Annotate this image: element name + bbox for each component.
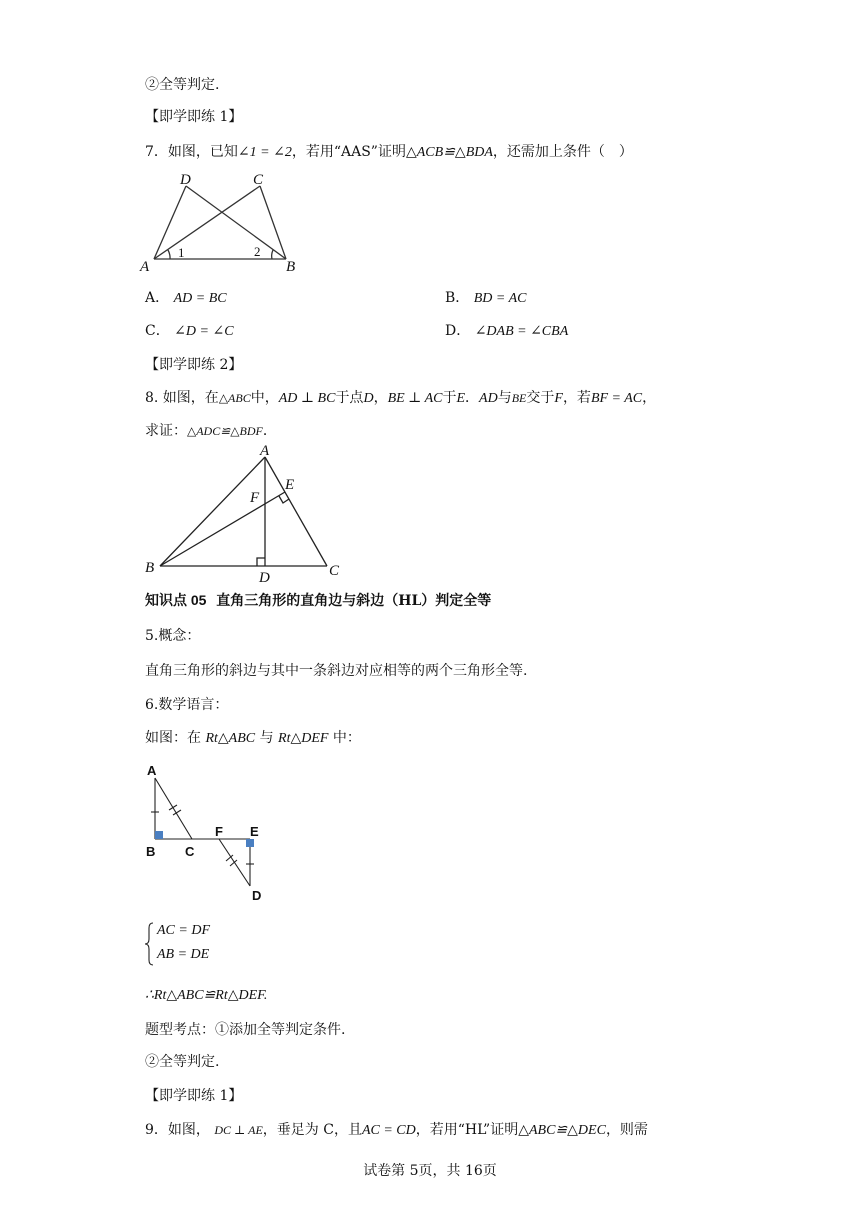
q8-text: 于: [442, 390, 457, 406]
option-text: AD = BC: [173, 291, 227, 306]
ex-text: 中：: [332, 730, 361, 746]
label-B: B: [146, 844, 156, 859]
section-tag: 【即学即练 1】: [145, 1088, 243, 1104]
label-D: D: [259, 570, 270, 586]
label-B: B: [286, 259, 296, 275]
equation-1: AC = DF: [157, 923, 210, 938]
label-E: E: [285, 477, 295, 493]
q8-math: E: [456, 391, 466, 406]
q9-math: DC ⊥ AE: [214, 1123, 263, 1137]
label-E: E: [250, 824, 259, 839]
option-letter: C．: [145, 323, 170, 339]
q9-math: △ABC≌△DEC: [518, 1123, 606, 1138]
label-B: B: [145, 560, 155, 576]
ex-math: Rt△ABC: [205, 731, 256, 746]
equation-2: AB = DE: [157, 947, 210, 962]
option-letter: D．: [445, 323, 471, 339]
q8-math: BF = AC: [590, 391, 643, 406]
q9-text: 9．如图，: [145, 1122, 210, 1138]
text-line: ②全等判定.: [145, 1054, 220, 1070]
q8-math: AD: [479, 391, 498, 406]
q8-math: BE: [511, 391, 527, 405]
figure-q8: [140, 445, 360, 585]
question-9: [145, 1120, 648, 1141]
label-A: A: [140, 259, 150, 275]
q8-math: BE ⊥ AC: [387, 391, 443, 406]
angle-1-label: 1: [178, 245, 185, 260]
q8-text: 交于: [526, 390, 555, 406]
ex-math: Rt△DEF: [278, 731, 329, 746]
q7-math: ∠1 = ∠2: [237, 145, 292, 160]
knowledge-point-title: [145, 590, 491, 611]
q8-text: 中，: [250, 390, 279, 406]
subheading-concept: 5.概念：: [145, 628, 201, 644]
brace-icon: [145, 922, 155, 966]
figure-q7: [140, 170, 310, 280]
q8-text: 8. 如图，在: [145, 390, 219, 406]
q8-prove: [145, 421, 277, 441]
q9-math: AC = CD: [361, 1123, 416, 1138]
exam-points: 题型考点：①添加全等判定条件.: [145, 1022, 346, 1038]
label-C: C: [185, 844, 195, 859]
kp-number: 知识点 05: [145, 592, 207, 608]
option-B[interactable]: [445, 288, 527, 309]
option-A[interactable]: [145, 288, 227, 309]
q8-text: 与: [497, 390, 512, 406]
q8-math: △ADC≌△BDF: [187, 424, 263, 438]
option-D[interactable]: [445, 321, 568, 342]
q8-text: ．: [262, 423, 277, 439]
option-text: ∠DAB = ∠CBA: [474, 324, 569, 339]
q7-text: 7．如图，已知: [145, 144, 238, 160]
q7-math: △ACB≌△BDA: [405, 145, 493, 160]
q8-math: F: [554, 391, 563, 406]
q8-text: 于点: [335, 390, 364, 406]
figure-hl: [140, 760, 280, 905]
question-8: [145, 388, 656, 409]
q8-math: AD ⊥ BC: [278, 391, 336, 406]
label-D: D: [180, 172, 191, 188]
conclusion: ∴Rt△ABC≌Rt△DEF.: [145, 988, 268, 1003]
q7-text: ，若用“AAS”证明: [291, 144, 406, 160]
label-C: C: [329, 563, 340, 579]
q8-text: ．: [465, 390, 480, 406]
q8-math: △ABC: [218, 391, 251, 405]
kp-heading: 直角三角形的直角边与斜边（HL）判定全等: [216, 593, 492, 609]
option-C[interactable]: [145, 321, 234, 342]
label-F: F: [215, 824, 223, 839]
ex-text: 如图：在: [145, 730, 201, 746]
ex-text: 与: [259, 730, 274, 746]
label-D: D: [252, 888, 262, 903]
q8-text: 求证：: [145, 423, 187, 439]
q9-text: ，若用“HL”证明: [415, 1122, 519, 1138]
q8-text: ，: [373, 390, 388, 406]
subheading-math-language: 6.数学语言：: [145, 697, 229, 713]
question-7: [145, 142, 633, 163]
q9-text: ，则需: [605, 1122, 648, 1138]
page-footer: 试卷第 5页，共 16页: [363, 1163, 497, 1179]
label-A: A: [260, 443, 270, 459]
option-text: BD = AC: [473, 291, 527, 306]
section-tag: 【即学即练 1】: [145, 109, 243, 125]
example-intro: [145, 728, 361, 749]
q8-text: ，若: [562, 390, 591, 406]
angle-2-label: 2: [254, 244, 261, 259]
right-angle-mark-B: [155, 831, 163, 839]
option-letter: B．: [445, 290, 470, 306]
label-A: A: [147, 763, 157, 778]
text-line: ②全等判定.: [145, 77, 220, 93]
q7-text: ，还需加上条件（ ）: [492, 144, 633, 160]
concept-text: 直角三角形的斜边与其中一条斜边对应相等的两个三角形全等.: [145, 663, 528, 679]
option-letter: A．: [145, 290, 170, 306]
q8-math: D: [363, 391, 374, 406]
option-text: ∠D = ∠C: [174, 324, 234, 339]
section-tag: 【即学即练 2】: [145, 357, 243, 373]
label-C: C: [253, 172, 264, 188]
label-F: F: [250, 490, 260, 506]
right-angle-mark-E: [246, 839, 254, 847]
q9-text: ，垂足为 C，且: [262, 1122, 362, 1138]
q8-text: ，: [642, 390, 657, 406]
